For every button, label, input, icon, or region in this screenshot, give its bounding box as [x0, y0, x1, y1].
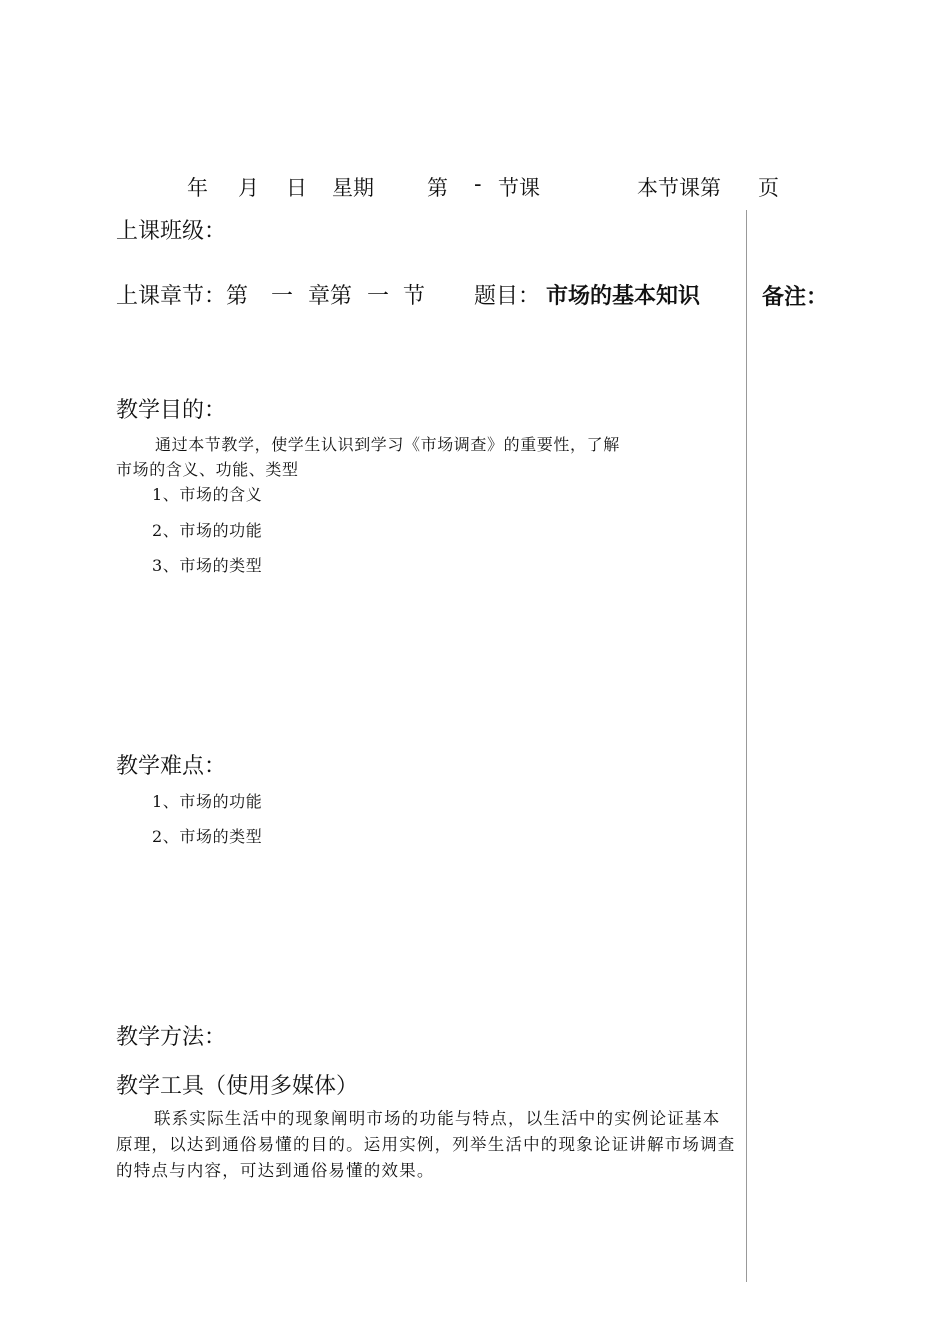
chapter-mid: 章第 [308, 284, 353, 309]
header-day: 日 [286, 176, 307, 200]
methods-paragraph: 联系实际生活中的现象阐明市场的功能与特点，以生活中的实例论证基本原理，以达到通俗易懂的目的。运用实例，列举生活中的现象论证讲解市场调查的特点与内容，可达到通俗易懂的效果。 [116, 1109, 736, 1180]
section-number: 一 [367, 284, 390, 309]
objectives-line-1: 通过本节教学，使学生认识到学习《市场调查》的重要性，了解 [155, 435, 620, 454]
chapter-number: 一 [271, 284, 294, 309]
objectives-heading: 教学目的： [116, 398, 227, 423]
objectives-line-2: 市场的含义、功能、类型 [116, 460, 299, 479]
topic-value: 市场的基本知识 [546, 284, 701, 309]
objective-item: 3、市场的类型 [152, 556, 263, 575]
topic-label: 题目： [474, 284, 541, 309]
tools-heading: 教学工具（使用多媒体） [116, 1074, 359, 1099]
difficulty-item: 2、市场的类型 [152, 827, 263, 846]
class-label: 上课班级： [116, 219, 227, 244]
remarks-label: 备注： [762, 285, 829, 310]
section-suffix: 节 [403, 284, 426, 309]
header-weekday: 星期 [332, 176, 374, 200]
header-di: 第 [427, 176, 448, 200]
chapter-label: 上课章节：第 [116, 284, 249, 309]
remarks-divider [746, 210, 747, 1282]
objective-item: 1、市场的含义 [152, 485, 263, 504]
difficulty-item: 1、市场的功能 [152, 792, 263, 811]
header-dash: - [474, 172, 482, 196]
difficulties-heading: 教学难点： [116, 754, 227, 779]
header-lesson: 节课 [498, 176, 540, 200]
header-page-prefix: 本节课第 [637, 176, 721, 200]
header-year: 年 [187, 176, 208, 200]
header-page-suffix: 页 [758, 176, 779, 200]
methods-heading: 教学方法： [116, 1025, 227, 1050]
objective-item: 2、市场的功能 [152, 521, 263, 540]
header-month: 月 [238, 176, 259, 200]
